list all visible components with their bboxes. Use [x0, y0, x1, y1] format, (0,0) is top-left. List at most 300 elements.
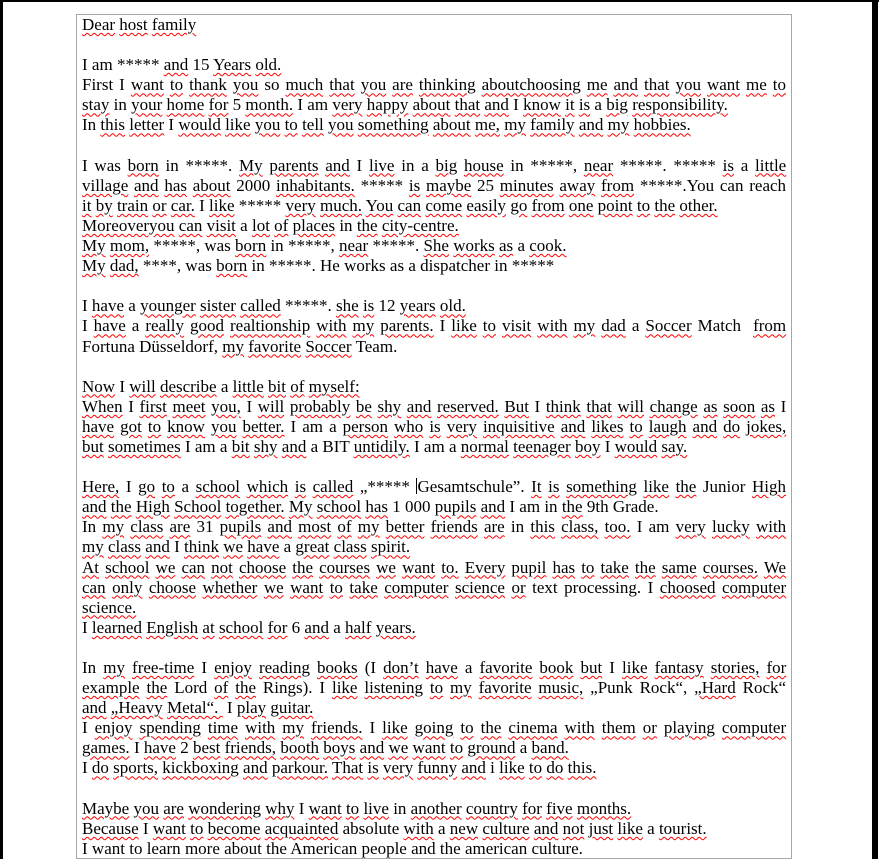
misspelled-word: big [435, 155, 458, 175]
text-line [82, 477, 786, 497]
misspelled-word: like [622, 658, 648, 677]
misspelled-word: to [169, 75, 184, 95]
misspelled-word: you [133, 798, 159, 818]
misspelled-word: will [129, 376, 156, 396]
misspelled-word: like [225, 115, 251, 135]
word: Team. [355, 336, 398, 356]
misspelled-word: have [91, 296, 125, 316]
misspelled-word: my [450, 678, 472, 698]
misspelled-word: shy [377, 396, 402, 416]
misspelled-word: friends. [311, 718, 363, 738]
word: 31 [196, 517, 214, 537]
misspelled-word: will [257, 396, 285, 416]
misspelled-word: guitar. [270, 698, 314, 718]
misspelled-word: want [412, 738, 446, 758]
word: I [133, 738, 140, 758]
misspelled-word: month. [245, 95, 294, 115]
misspelled-word: and [533, 818, 559, 838]
misspelled-word: tell [302, 115, 324, 135]
word: „Punk [590, 678, 633, 698]
misspelled-word: very [285, 195, 316, 215]
word: *****, [287, 236, 335, 256]
word: ***** [673, 155, 716, 175]
word: Rock“, [639, 678, 688, 698]
word: I [246, 396, 253, 416]
misspelled-word: want [706, 75, 741, 95]
text-line [82, 558, 786, 578]
misspelled-word: Because [82, 818, 139, 838]
word: I [513, 95, 519, 115]
text-line [82, 738, 786, 758]
text-line [82, 95, 786, 115]
misspelled-word: Soccer [645, 316, 692, 336]
word: 1 [392, 497, 401, 517]
misspelled-word: big [606, 95, 628, 115]
misspelled-word: Every [464, 557, 506, 577]
misspelled-word: we [263, 577, 284, 597]
misspelled-word: my [82, 537, 104, 557]
misspelled-word: very [332, 95, 363, 115]
misspelled-word: pupils [219, 517, 262, 537]
misspelled-word: realtionship [230, 316, 311, 336]
misspelled-word: class [333, 537, 367, 557]
misspelled-word: is [408, 175, 421, 195]
misspelled-word: is [722, 155, 734, 175]
misspelled-word: just [588, 818, 614, 838]
text-line [82, 517, 786, 537]
misspelled-word: that [644, 75, 670, 95]
misspelled-word: you [254, 115, 281, 135]
misspelled-word: your [131, 95, 163, 115]
word: *****. [619, 155, 667, 175]
word: *****, [530, 155, 578, 175]
misspelled-word: car. [170, 195, 195, 215]
misspelled-word: want [130, 75, 164, 95]
misspelled-word: Now [82, 376, 116, 396]
misspelled-word: with [245, 718, 276, 738]
word: First [82, 75, 114, 95]
misspelled-word: have [143, 738, 176, 758]
misspelled-word: is [578, 95, 591, 115]
misspelled-word: you [232, 75, 259, 95]
misspelled-word: bit [231, 436, 250, 456]
word: absolute [342, 818, 400, 838]
misspelled-word: which [246, 477, 289, 497]
word: I [319, 678, 326, 698]
misspelled-word: think [545, 396, 581, 416]
misspelled-word: She [423, 236, 449, 256]
misspelled-word: house [463, 155, 504, 175]
misspelled-word: to [636, 195, 651, 215]
misspelled-word: half [345, 617, 372, 637]
misspelled-word: letter [129, 115, 165, 135]
misspelled-word: much. [320, 195, 363, 215]
misspelled-word: change [649, 396, 698, 416]
word: I [199, 195, 205, 215]
misspelled-word: we [376, 557, 396, 577]
text-line [82, 417, 786, 437]
misspelled-word: about [412, 95, 451, 115]
word: I [82, 718, 88, 738]
misspelled-word: You [365, 195, 394, 215]
misspelled-word: school [195, 477, 241, 497]
misspelled-word: not [211, 557, 233, 577]
word: I [534, 396, 541, 416]
misspelled-word: is [367, 758, 379, 778]
misspelled-word: „Hard [694, 678, 736, 698]
misspelled-word: wondering [188, 798, 261, 818]
misspelled-word: Here, [82, 477, 120, 497]
misspelled-word: and [243, 758, 268, 778]
word: I [201, 658, 208, 677]
word: *****. [185, 155, 233, 175]
misspelled-word: old. [255, 55, 282, 75]
misspelled-word: funny [417, 758, 458, 778]
misspelled-word: can [178, 215, 203, 235]
blank-line [82, 779, 786, 799]
misspelled-word: with [316, 316, 347, 336]
misspelled-word: really [145, 316, 185, 336]
misspelled-word: It [531, 477, 542, 497]
misspelled-word: and [145, 537, 170, 557]
window-border-left [0, 0, 3, 859]
misspelled-word: sports, [113, 758, 159, 778]
misspelled-word: probably [289, 396, 351, 416]
misspelled-word: only [112, 577, 143, 597]
misspelled-word: easily [466, 195, 507, 215]
misspelled-word: that [454, 95, 481, 115]
misspelled-word: and [281, 436, 307, 456]
text-line [82, 216, 786, 236]
word: in [494, 256, 508, 276]
misspelled-word: new [449, 818, 479, 838]
misspelled-word: go [510, 195, 528, 215]
misspelled-word: it [565, 95, 575, 115]
word: *****, [153, 236, 201, 256]
word: I [780, 396, 787, 416]
misspelled-word: and [267, 517, 292, 537]
misspelled-word: better. [242, 416, 285, 436]
misspelled-word: meet [172, 396, 206, 416]
text-line [82, 578, 786, 598]
misspelled-word: of [274, 215, 289, 235]
misspelled-word: me [746, 75, 767, 95]
word: I [226, 698, 233, 718]
word: a [220, 376, 229, 396]
misspelled-word: know [523, 95, 561, 115]
misspelled-word: but [82, 436, 104, 456]
misspelled-word: shy [253, 436, 278, 456]
misspelled-word: and [613, 75, 639, 95]
misspelled-word: like [617, 818, 643, 838]
misspelled-word: about [432, 115, 471, 135]
word: I [82, 617, 88, 637]
word: learn [146, 838, 181, 858]
word: can [719, 175, 744, 195]
misspelled-word: and [406, 396, 432, 416]
misspelled-word: thank [189, 75, 227, 95]
word: the [266, 838, 287, 858]
misspelled-word: that [586, 396, 612, 416]
word: I [184, 436, 191, 456]
text-line [82, 598, 786, 618]
word: a [517, 236, 525, 256]
word: a [519, 738, 528, 758]
word: am [91, 55, 113, 75]
text-line [82, 296, 786, 316]
misspelled-word: playing [663, 718, 715, 738]
misspelled-word: has [552, 557, 576, 577]
word: I [82, 838, 88, 858]
misspelled-word: is [294, 477, 307, 497]
word: 000 [405, 497, 431, 517]
misspelled-word: My [82, 236, 106, 256]
misspelled-word: music, [538, 678, 584, 698]
misspelled-word: go [138, 477, 156, 497]
word: to [129, 838, 143, 858]
text-line [82, 819, 786, 839]
misspelled-word: younger [140, 296, 196, 316]
word: I [82, 758, 88, 778]
word: ***** [360, 175, 404, 195]
text-line [82, 377, 786, 397]
word: American [290, 838, 358, 858]
word: Fortuna [82, 336, 135, 356]
word: Grade. [612, 497, 659, 517]
misspelled-word: and [82, 497, 107, 517]
misspelled-word: take [349, 577, 378, 597]
word: I [290, 416, 297, 436]
misspelled-word: of [290, 376, 305, 396]
misspelled-word: why [265, 798, 295, 818]
blank-line [82, 136, 786, 156]
misspelled-word: called [312, 477, 354, 497]
misspelled-word: lot [251, 215, 270, 235]
word: 5 [232, 95, 242, 115]
misspelled-word: little [232, 376, 264, 396]
text-line [82, 678, 786, 698]
misspelled-word: about [192, 175, 231, 195]
blank-line [82, 357, 786, 377]
misspelled-word: Soccer [305, 336, 352, 356]
word: dispatcher [420, 256, 490, 276]
word: I [636, 517, 643, 537]
misspelled-word: kickboxing [162, 758, 239, 778]
misspelled-word: the [561, 497, 583, 517]
word: 2 [180, 738, 189, 758]
word: am [302, 416, 324, 436]
misspelled-word: and [692, 416, 718, 436]
misspelled-word: is [362, 296, 375, 316]
word: I [119, 376, 125, 396]
word: I [369, 718, 376, 738]
misspelled-word: Maybe [82, 798, 130, 818]
word: am [648, 517, 670, 537]
misspelled-word: My [82, 256, 106, 276]
misspelled-word: become [207, 818, 261, 838]
misspelled-word: of [337, 517, 352, 537]
misspelled-word: My [239, 155, 263, 175]
misspelled-word: and [325, 155, 350, 175]
misspelled-word: to [345, 798, 360, 818]
misspelled-word: listening [364, 678, 423, 698]
word: 25 [477, 175, 495, 195]
misspelled-word: with [537, 316, 568, 336]
misspelled-word: for [522, 798, 542, 818]
misspelled-word: come [425, 195, 463, 215]
misspelled-word: sister [200, 296, 236, 316]
text-line [82, 758, 786, 778]
text-line [82, 718, 786, 738]
misspelled-word: called [240, 296, 281, 316]
misspelled-word: have [247, 537, 280, 557]
misspelled-word: visit [502, 316, 532, 336]
misspelled-word: is [429, 416, 441, 436]
misspelled-word: books [317, 658, 358, 677]
word: I [82, 316, 88, 336]
misspelled-word: and [578, 115, 604, 135]
misspelled-word: village [82, 175, 129, 195]
misspelled-word: she [336, 296, 359, 316]
text-line [82, 236, 786, 256]
misspelled-word: me, [474, 115, 500, 135]
word: in [544, 497, 558, 517]
misspelled-word: think [184, 537, 219, 557]
misspelled-word: by [95, 195, 113, 215]
misspelled-word: courses. [702, 557, 759, 577]
word: as [389, 256, 405, 276]
word: I [297, 95, 304, 115]
misspelled-word: do [91, 758, 109, 778]
text-frame[interactable] [76, 14, 792, 859]
word: Rings). [262, 678, 313, 698]
misspelled-word: very [382, 758, 414, 778]
misspelled-word: very [675, 517, 706, 537]
misspelled-word: do [546, 758, 564, 778]
misspelled-word: we [223, 537, 244, 557]
misspelled-word: host [119, 15, 148, 34]
misspelled-word: When [82, 396, 123, 416]
misspelled-word: for [766, 658, 787, 677]
misspelled-word: to [190, 818, 204, 838]
misspelled-word: country [465, 798, 518, 818]
misspelled-word: as [499, 236, 514, 256]
misspelled-word: can [82, 577, 106, 597]
text-line [82, 156, 786, 176]
misspelled-word: and [82, 698, 107, 718]
misspelled-word: teenager [513, 436, 571, 456]
misspelled-word: booth [280, 738, 320, 758]
misspelled-word: cook. [529, 236, 567, 256]
misspelled-word: That [331, 758, 364, 778]
misspelled-word: At [82, 557, 99, 577]
text-line [82, 75, 786, 95]
misspelled-word: maybe [425, 175, 472, 195]
word: so [264, 75, 280, 95]
word: *****. [269, 256, 316, 276]
word: in [393, 798, 407, 818]
misspelled-word: good [190, 316, 225, 336]
text-line [82, 15, 786, 35]
misspelled-word: them [601, 718, 636, 738]
misspelled-word: family [530, 115, 575, 135]
misspelled-word: enjoy [94, 718, 133, 738]
word: Rock“ [742, 678, 787, 698]
word: in [251, 256, 265, 276]
misspelled-word: to [772, 75, 787, 95]
misspelled-word: have [82, 416, 115, 436]
word: i [490, 758, 495, 778]
misspelled-word: as [703, 396, 718, 416]
word: I [509, 497, 516, 517]
word: ***** [238, 195, 282, 215]
word: BIT [322, 436, 350, 456]
misspelled-word: want [308, 798, 342, 818]
misspelled-word: are [483, 517, 505, 537]
misspelled-word: point [597, 195, 633, 215]
misspelled-word: born [216, 256, 248, 276]
misspelled-word: from [601, 175, 635, 195]
word: I [82, 296, 88, 316]
misspelled-word: will [617, 396, 644, 416]
word: am [519, 497, 541, 517]
misspelled-word: first [139, 396, 167, 416]
word: american [464, 838, 528, 858]
word: *****. [285, 296, 332, 316]
misspelled-word: best [192, 738, 221, 758]
misspelled-word: the [634, 557, 656, 577]
misspelled-word: We [763, 557, 787, 577]
misspelled-word: the [110, 497, 132, 517]
word: I [439, 316, 446, 336]
misspelled-word: something [566, 477, 637, 497]
misspelled-word: like [499, 758, 525, 778]
word: Düsseldorf, [139, 336, 218, 356]
misspelled-word: would [614, 436, 658, 456]
misspelled-word: jokes, [746, 416, 787, 436]
word: He [320, 256, 340, 276]
word: a [128, 296, 136, 316]
word: 15 [192, 55, 210, 75]
misspelled-word: live [368, 155, 395, 175]
text-line [82, 618, 786, 638]
word: want [91, 838, 125, 858]
misspelled-word: band. [531, 738, 569, 758]
misspelled-word: going [414, 718, 454, 738]
word: am [423, 436, 445, 456]
word: a [421, 155, 429, 175]
misspelled-word: school [105, 557, 150, 577]
word: I [298, 798, 305, 818]
misspelled-word: the [292, 557, 314, 577]
word: a [283, 537, 292, 557]
misspelled-word: old. [439, 296, 466, 316]
misspelled-word: years. [375, 617, 416, 637]
misspelled-word: we [155, 557, 176, 577]
word: processing. [564, 577, 642, 597]
misspelled-word: this [530, 517, 555, 537]
text-line [82, 316, 786, 336]
text-line [82, 397, 786, 417]
misspelled-word: But [504, 396, 529, 416]
word: I [414, 436, 420, 456]
misspelled-word: favorite [248, 336, 302, 356]
misspelled-word: for [267, 617, 288, 637]
misspelled-word: Years [213, 55, 252, 75]
misspelled-word: great [295, 537, 330, 557]
word: In [82, 115, 97, 135]
misspelled-word: dad, [109, 256, 139, 276]
